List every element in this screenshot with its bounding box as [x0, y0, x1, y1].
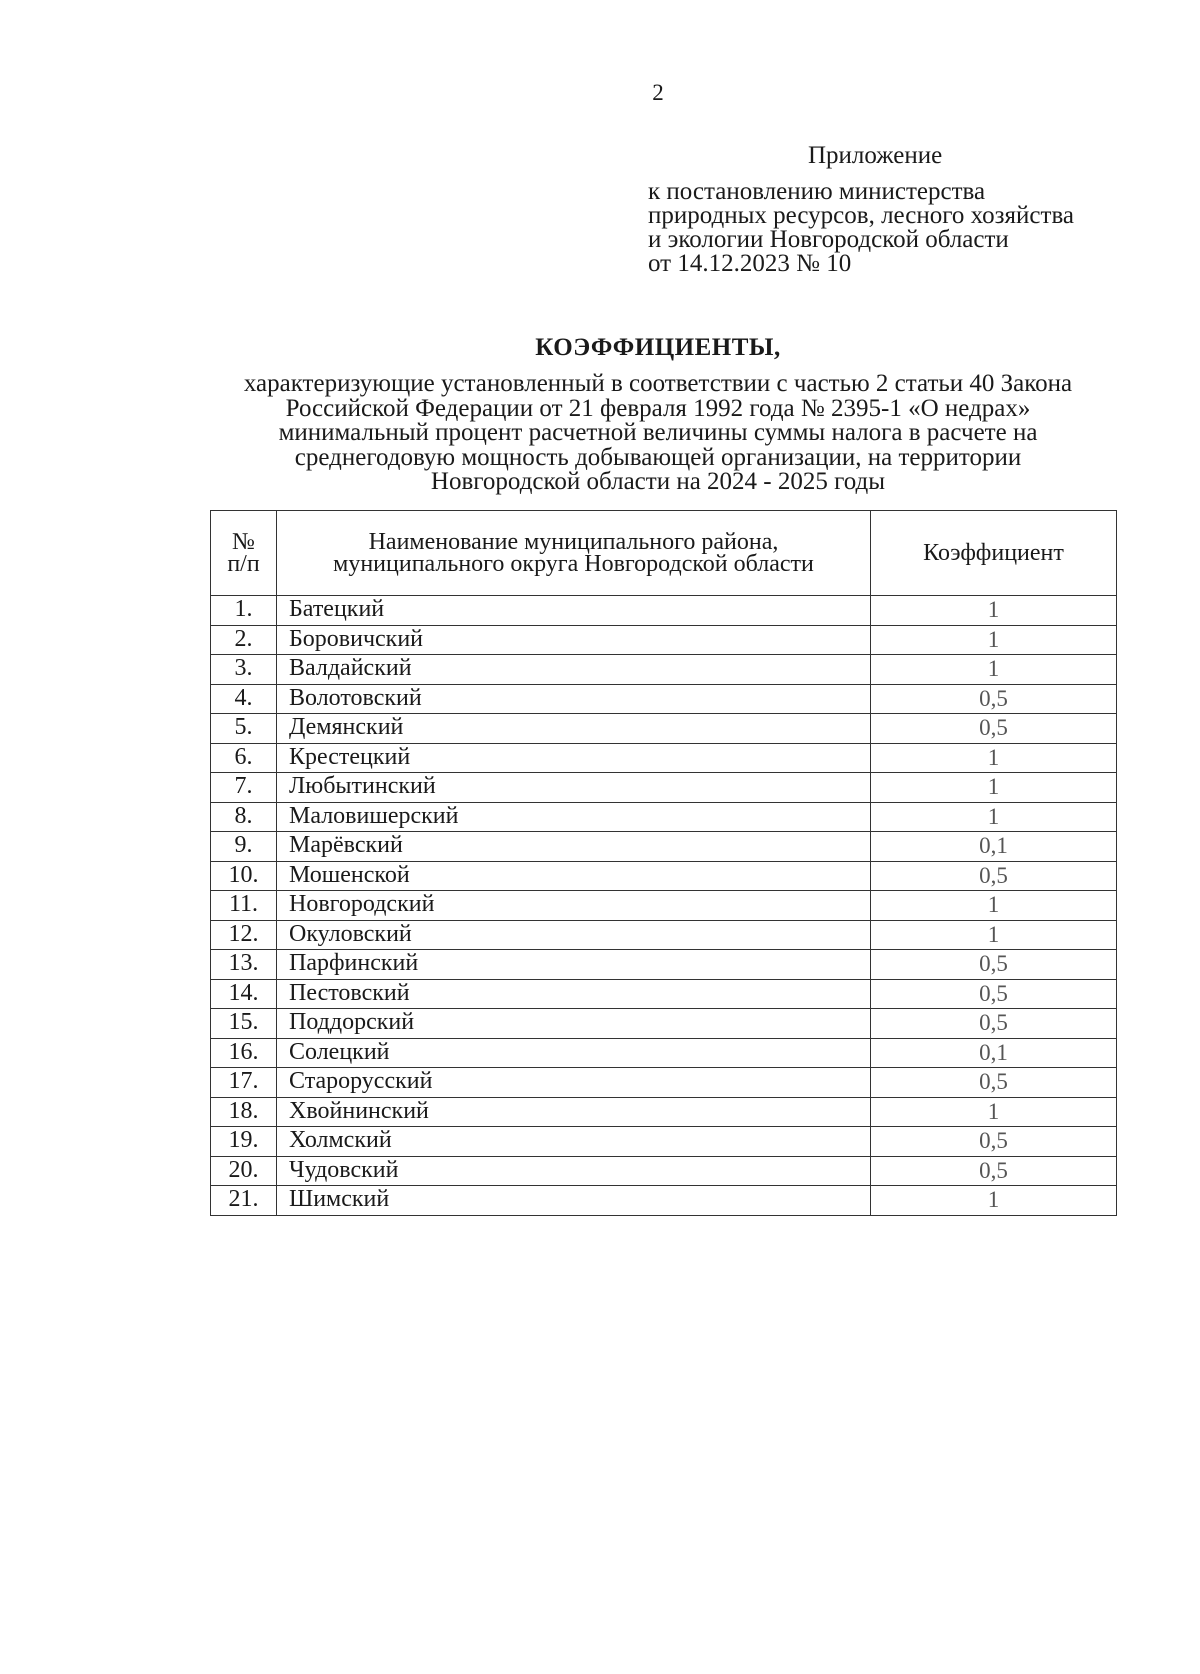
- table-row: [211, 1156, 1117, 1186]
- district-name: Боровичский: [277, 625, 871, 655]
- appendix-title: Приложение: [808, 142, 943, 169]
- coefficient-value: 1: [871, 743, 1117, 773]
- coefficient-value: 1: [871, 625, 1117, 655]
- row-number: 4.: [211, 684, 277, 714]
- subtitle-line: среднегодовую мощность добывающей организации, на территории: [294, 443, 1022, 471]
- table-row: [211, 596, 1117, 626]
- table-row: [211, 1097, 1117, 1127]
- district-name: Новгородский: [277, 891, 871, 921]
- table-row: [211, 1068, 1117, 1098]
- coefficient-value: 0,5: [871, 684, 1117, 714]
- coefficient-value: 1: [871, 802, 1117, 832]
- table-row: [211, 802, 1117, 832]
- row-number: 7.: [211, 773, 277, 803]
- row-number: 2.: [211, 625, 277, 655]
- row-number: 16.: [211, 1038, 277, 1068]
- coefficient-value: 0,1: [871, 1038, 1117, 1068]
- row-number: 10.: [211, 861, 277, 891]
- header-coefficient: [871, 511, 1117, 596]
- coefficient-value: 1: [871, 773, 1117, 803]
- district-name: Чудовский: [277, 1156, 871, 1186]
- appendix-line: к постановлению министерства: [648, 178, 986, 205]
- coefficient-value: 0,5: [871, 1068, 1117, 1098]
- table-body: [211, 596, 1117, 1216]
- row-number: 3.: [211, 655, 277, 685]
- coefficient-value: 1: [871, 596, 1117, 626]
- table-row: [211, 832, 1117, 862]
- coefficient-value: 1: [871, 655, 1117, 685]
- table-row: [211, 979, 1117, 1009]
- district-name: Парфинский: [277, 950, 871, 980]
- row-number: 20.: [211, 1156, 277, 1186]
- appendix-line: от 14.12.2023 № 10: [648, 250, 852, 277]
- district-name: Волотовский: [277, 684, 871, 714]
- header-number-line: п/п: [227, 551, 260, 577]
- row-number: 1.: [211, 596, 277, 626]
- appendix-line: природных ресурсов, лесного хозяйства: [648, 202, 1075, 229]
- table-row: [211, 861, 1117, 891]
- district-name: Солецкий: [277, 1038, 871, 1068]
- district-name: Крестецкий: [277, 743, 871, 773]
- row-number: 8.: [211, 802, 277, 832]
- header-number: [211, 511, 277, 596]
- subtitle-line: минимальный процент расчетной величины суммы налога в расчете на: [278, 419, 1038, 446]
- coefficient-value: 0,1: [871, 832, 1117, 862]
- table-row: [211, 1127, 1117, 1157]
- district-name: Батецкий: [277, 596, 871, 626]
- district-name: Поддорский: [277, 1009, 871, 1039]
- header-coefficient-line: Коэффициент: [923, 540, 1064, 566]
- row-number: 14.: [211, 979, 277, 1009]
- table-row: [211, 1186, 1117, 1216]
- table-row: [211, 625, 1117, 655]
- table-row: [211, 1038, 1117, 1068]
- row-number: 15.: [211, 1009, 277, 1039]
- table-row: [211, 1009, 1117, 1039]
- table-row: [211, 891, 1117, 921]
- coefficient-value: 1: [871, 1186, 1117, 1216]
- header-name: [277, 511, 871, 596]
- district-name: Валдайский: [277, 655, 871, 685]
- coefficient-value: 0,5: [871, 861, 1117, 891]
- coefficient-value: 0,5: [871, 1009, 1117, 1039]
- coefficients-table: [210, 510, 1117, 1216]
- table-row: [211, 950, 1117, 980]
- district-name: Любытинский: [277, 773, 871, 803]
- subtitle-line: Российской Федерации от 21 февраля 1992 года № 2395-1 «О недрах»: [285, 394, 1031, 422]
- header-number-line: №: [232, 529, 255, 555]
- row-number: 19.: [211, 1127, 277, 1157]
- table-row: [211, 743, 1117, 773]
- district-name: Окуловский: [277, 920, 871, 950]
- document-title: КОЭФФИЦИЕНТЫ,: [535, 334, 781, 361]
- district-name: Холмский: [277, 1127, 871, 1157]
- row-number: 11.: [211, 891, 277, 921]
- coefficient-value: 0,5: [871, 1156, 1117, 1186]
- coefficient-value: 0,5: [871, 979, 1117, 1009]
- row-number: 12.: [211, 920, 277, 950]
- appendix-line: и экологии Новгородской области: [648, 226, 1009, 253]
- coefficient-value: 0,5: [871, 1127, 1117, 1157]
- coefficient-value: 0,5: [871, 714, 1117, 744]
- table-row: [211, 714, 1117, 744]
- row-number: 18.: [211, 1097, 277, 1127]
- appendix-reference: [648, 180, 1074, 276]
- subtitle-line: Новгородской области на 2024 - 2025 годы: [430, 468, 886, 495]
- district-name: Пестовский: [277, 979, 871, 1009]
- table-row: [211, 920, 1117, 950]
- coefficient-value: 0,5: [871, 950, 1117, 980]
- district-name: Демянский: [277, 714, 871, 744]
- page-number: 2: [652, 80, 664, 105]
- header-name-line: Наименование муниципального района,: [368, 529, 779, 555]
- subtitle-line: характеризующие установленный в соответствии с частью 2 статьи 40 Закона: [243, 370, 1073, 397]
- table-row: [211, 684, 1117, 714]
- district-name: Шимский: [277, 1186, 871, 1216]
- coefficient-value: 1: [871, 920, 1117, 950]
- coefficient-value: 1: [871, 1097, 1117, 1127]
- row-number: 13.: [211, 950, 277, 980]
- district-name: Марёвский: [277, 832, 871, 862]
- table-row: [211, 655, 1117, 685]
- district-name: Мошенской: [277, 861, 871, 891]
- district-name: Хвойнинский: [277, 1097, 871, 1127]
- district-name: Старорусский: [277, 1068, 871, 1098]
- district-name: Маловишерский: [277, 802, 871, 832]
- row-number: 5.: [211, 714, 277, 744]
- row-number: 9.: [211, 832, 277, 862]
- table-header-row: [211, 511, 1117, 596]
- row-number: 6.: [211, 743, 277, 773]
- header-name-line: муниципального округа Новгородской области: [333, 551, 814, 577]
- table-row: [211, 773, 1117, 803]
- row-number: 21.: [211, 1186, 277, 1216]
- coefficient-value: 1: [871, 891, 1117, 921]
- row-number: 17.: [211, 1068, 277, 1098]
- document-subtitle: [180, 372, 1136, 495]
